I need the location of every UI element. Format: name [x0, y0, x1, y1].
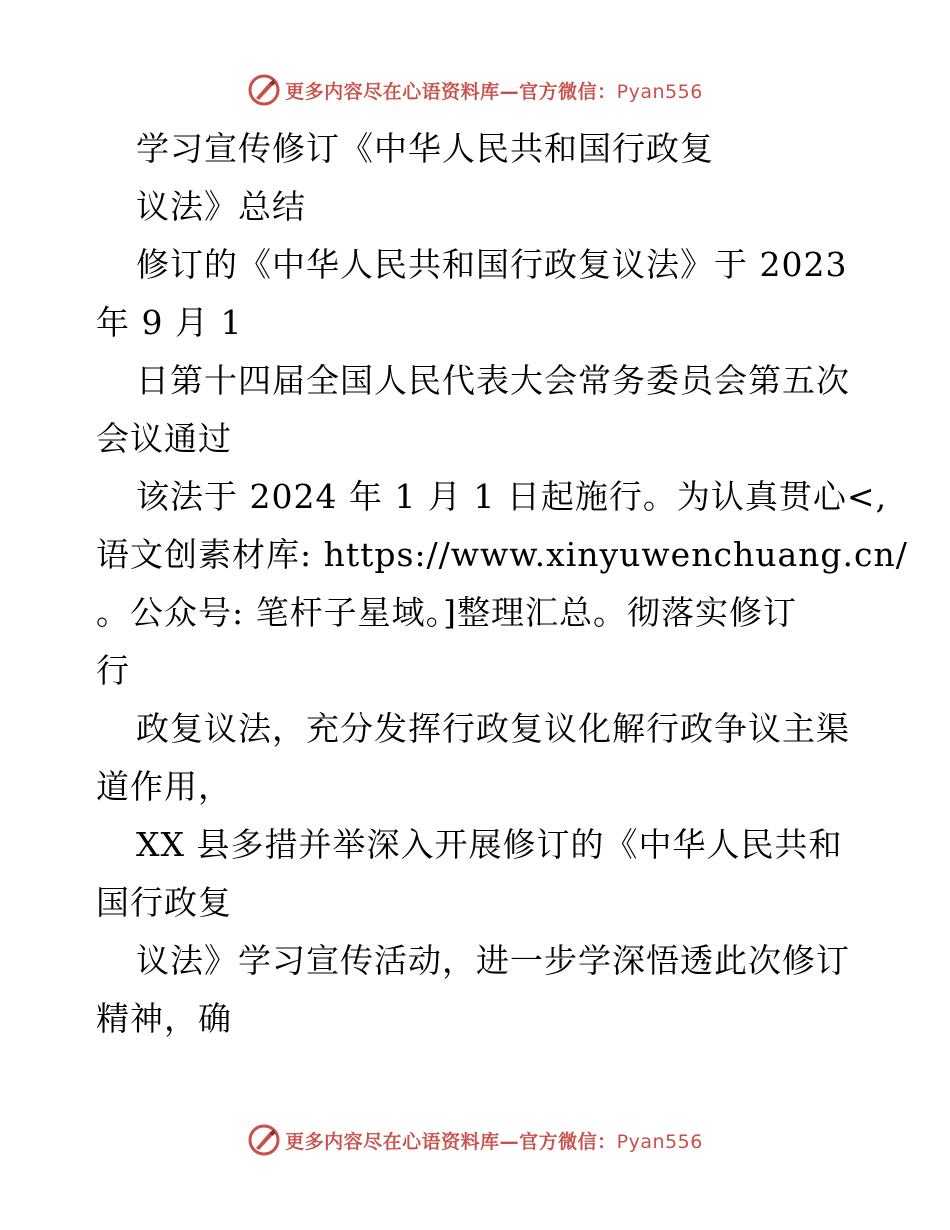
- banner-text: 更多内容尽在心语资料库—官方微信：Pyan556: [285, 1130, 703, 1153]
- document-body: [96, 120, 908, 1048]
- text-line: 行: [96, 651, 130, 690]
- header-banner: [0, 70, 950, 110]
- text-line: 学习宣传修订《中华人民共和国行政复: [136, 129, 714, 168]
- text-line: 。公众号: 笔杆子星域。]整理汇总。彻落实修订: [96, 593, 797, 632]
- text-line: 议法》总结: [136, 187, 306, 226]
- footer-banner: [0, 1120, 950, 1160]
- quill-pen-logo-icon: [247, 73, 281, 107]
- text-line: 语文创素材库: https://www.xinyuwenchuang.cn/: [96, 535, 908, 574]
- text-line: 议法》学习宣传活动，进一步学深悟透此次修订: [136, 941, 850, 980]
- text-line: 会议通过: [96, 419, 232, 458]
- text-line: 国行政复: [96, 883, 232, 922]
- text-line: XX 县多措并举深入开展修订的《中华人民共和: [136, 825, 843, 864]
- text-line: 政复议法，充分发挥行政复议化解行政争议主渠: [136, 709, 850, 748]
- text-line: 修订的《中华人民共和国行政复议法》于 2023: [136, 245, 848, 284]
- banner-text: 更多内容尽在心语资料库—官方微信：Pyan556: [285, 80, 703, 103]
- text-line: 道作用，: [96, 767, 232, 806]
- text-line: 精神，确: [96, 999, 232, 1038]
- quill-pen-logo-icon: [247, 1123, 281, 1157]
- text-line: 该法于 2024 年 1 月 1 日起施行。为认真贯心<,: [136, 477, 888, 516]
- text-line: 日第十四届全国人民代表大会常务委员会第五次: [136, 361, 850, 400]
- text-line: 年 9 月 1: [96, 303, 243, 342]
